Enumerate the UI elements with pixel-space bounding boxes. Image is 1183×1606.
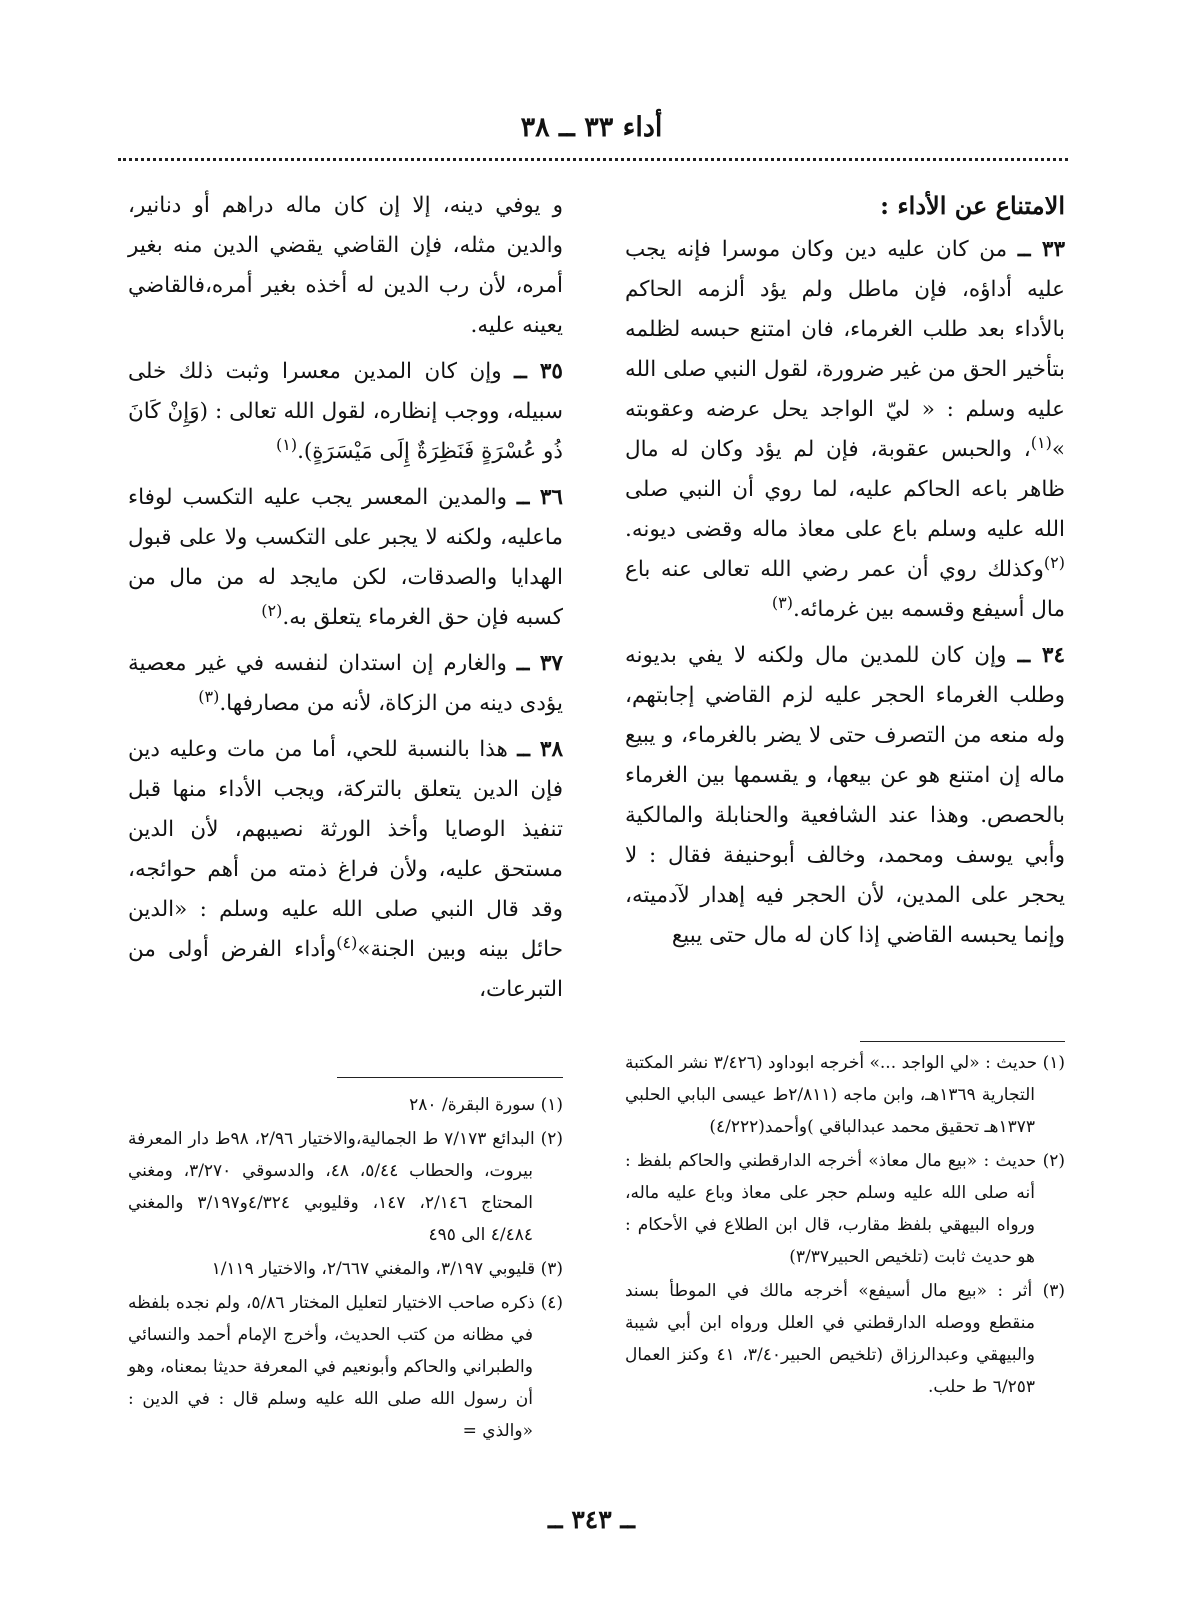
paragraph-text: وإن كان للمدين مال ولكنه لا يفي بديونه وطلب الغرماء الحجر عليه لزم القاضي إجابتهم، وله منعه من التصرف حتى لا يضر بالغرماء، و يبيع ماله إن امتنع هو عن بيعها، و يقسمها بين الغرماء بالحصص. وهذا عند الشافعية والحنابلة والمالكية وأبي يوسف ومحمد، وخالف أبوحنيفة فقال : لا يحجر على المدين، لأن الحجر فيه إهدار لآدميته، وإنما يحبسه القاضي إذا كان له مال حتى يبيع <box>625 643 1065 948</box>
page-number: ــ ٣٤٣ ــ <box>547 1505 635 1534</box>
page-header-title: أداء ٣٣ ــ ٣٨ <box>520 112 663 143</box>
footnotes-right <box>625 1047 1065 1405</box>
footnote: (١) حديث : «لي الواجد ...» أخرجه ابوداود (٣/٤٢٦ نشر المكتبة التجارية ١٣٦٩هـ، وابن ماجه (٢/٨١١ط عيسى البابي الحلبي ١٣٧٣هـ تحقيق محمد عبدالباقي )وأحمد(٤/٢٢٢) <box>625 1053 1065 1137</box>
paragraph-number: ٣٨ ــ <box>517 737 563 762</box>
paragraph-36 <box>128 478 563 638</box>
paragraph-number: ٣٤ ــ <box>1017 643 1066 668</box>
section-heading: الامتناع عن الأداء : <box>880 191 1065 220</box>
footnote-ref: (٤) <box>336 932 358 952</box>
paragraph-37 <box>128 644 563 724</box>
paragraph-number: ٣٦ ــ <box>516 485 563 510</box>
left-column <box>128 186 563 1016</box>
header-dotted-divider <box>118 158 1068 161</box>
paragraph-38 <box>128 730 563 1010</box>
paragraph-text: ، والحبس عقوبة، فإن لم يؤد وكان له مال ظاهر باعه الحاكم عليه، لما روي أن النبي صلى الله عليه وسلم باع على معاذ ماله وقضى ديونه. <box>625 437 1065 542</box>
footnote: (١) سورة البقرة/ ٢٨٠ <box>409 1095 563 1115</box>
footnote: (٣) أثر : «بيع مال أسيفع» أخرجه مالك في الموطأ بسند منقطع ووصله الدارقطني في العلل ورواه ابن أبي شيبة والبيهقي وعبدالرزاق (تلخيص الحبير٣/٤٠، ٤١ وكنز العمال ٦/٢٥٣ ط حلب. <box>625 1281 1065 1397</box>
footnote-ref: (٢) <box>1043 552 1065 572</box>
paragraph-33 <box>625 230 1065 630</box>
paragraph-number: ٣٧ ــ <box>516 651 563 676</box>
paragraph-34 <box>625 636 1065 956</box>
footnote-ref: (١) <box>1030 432 1052 452</box>
paragraph-text: والغارم إن استدان لنفسه في غير معصية يؤدى دينه من الزكاة، لأنه من مصارفها. <box>128 651 563 716</box>
paragraph-text: من كان عليه دين وكان موسرا فإنه يجب عليه أداؤه، فإن ماطل ولم يؤد ألزمه الحاكم بالأداء بعد طلب الغرماء، فان امتنع حبسه لظلمه بتأخير الحق من غير ضرورة، لقول النبي صلى الله عليه وسلم : « ليّ الواجد يحل عرضه وعقوبته » <box>625 237 1065 462</box>
paragraph-text: وأداء الفرض أولى من التبرعات، <box>128 937 563 1002</box>
footnote-ref: (٢) <box>261 600 283 620</box>
footnotes-left <box>128 1089 563 1449</box>
paragraph-text: وإن كان المدين معسرا وثبت ذلك خلى سبيله، ووجب إنظاره، لقول الله تعالى : (وَإِنْ كَانَ ذُو عُسْرَةٍ فَنَظِرَةٌ إِلَى مَيْسَرَةٍ). <box>128 359 563 464</box>
right-column <box>625 186 1065 962</box>
footnote: (٢) البدائع ٧/١٧٣ ط الجمالية،والاختيار ٢/٩٦، ٩٨ط دار المعرفة بيروت، والحطاب ٥/٤٤، ٤٨، والدسوقي ٣/٢٧٠، ومغني المحتاج ٢/١٤٦، ١٤٧، وقليوبي ٤/٣٢٤و٣/١٩٧ والمغني ٤/٤٨٤ الى ٤٩٥ <box>128 1129 563 1245</box>
paragraph-text: والمدين المعسر يجب عليه التكسب لوفاء ماعليه، ولكنه لا يجبر على التكسب ولا على قبول الهدايا والصدقات، لكن مايجد له من مال من كسبه فإن حق الغرماء يتعلق به. <box>128 485 563 630</box>
paragraph-number: ٣٥ ــ <box>514 359 563 384</box>
continuation-paragraph: و يوفي دينه، إلا إن كان ماله دراهم أو دنانير، والدين مثله، فإن القاضي يقضي الدين منه بغير أمره، لأن رب الدين له أخذه بغير أمره،فالقاضي يعينه عليه. <box>128 193 563 338</box>
footnote: (٢) حديث : «بيع مال معاذ» أخرجه الدارقطني والحاكم بلفظ : أنه صلى الله عليه وسلم حجر على معاذ وباع عليه ماله، ورواه البيهقي بلفظ مقارب، قال ابن الطلاع في الأحكام : هو حديث ثابت (تلخيص الحبير٣/٣٧) <box>625 1151 1065 1267</box>
footnote-ref: (١) <box>275 434 298 454</box>
footnote-ref: (٣) <box>198 686 220 706</box>
paragraph-number: ٣٣ ــ <box>1017 237 1065 262</box>
paragraph-35 <box>128 352 563 472</box>
footnote-divider-right <box>860 1041 1065 1042</box>
footnote-divider-left <box>337 1077 563 1078</box>
paragraph-text: وكذلك روي أن عمر رضي الله تعالى عنه باع مال أسيفع وقسمه بين غرمائه. <box>625 557 1065 622</box>
footnote: (٤) ذكره صاحب الاختيار لتعليل المختار ٥/٨٦، ولم نجده بلفظه في مظانه من كتب الحديث، وأخرج الإمام أحمد والنسائي والطبراني والحاكم وأبونعيم في المعرفة حديثا بمعناه، وهو أن رسول الله صلى الله عليه وسلم قال : في الدين : «والذي = <box>128 1293 563 1441</box>
footnote: (٣) قليوبي ٣/١٩٧، والمغني ٢/٦٦٧، والاختيار ١/١١٩ <box>211 1259 563 1279</box>
footnote-ref: (٣) <box>771 592 794 612</box>
paragraph-text: هذا بالنسبة للحي، أما من مات وعليه دين فإن الدين يتعلق بالتركة، ويجب الأداء منها قبل تنفيذ الوصايا وأخذ الورثة نصيبهم، لأن الدين مستحق عليه، ولأن فراغ ذمته من أهم حوائجه، وقد قال النبي صلى الله عليه وسلم : «الدين حائل بينه وبين الجنة» <box>128 737 563 962</box>
